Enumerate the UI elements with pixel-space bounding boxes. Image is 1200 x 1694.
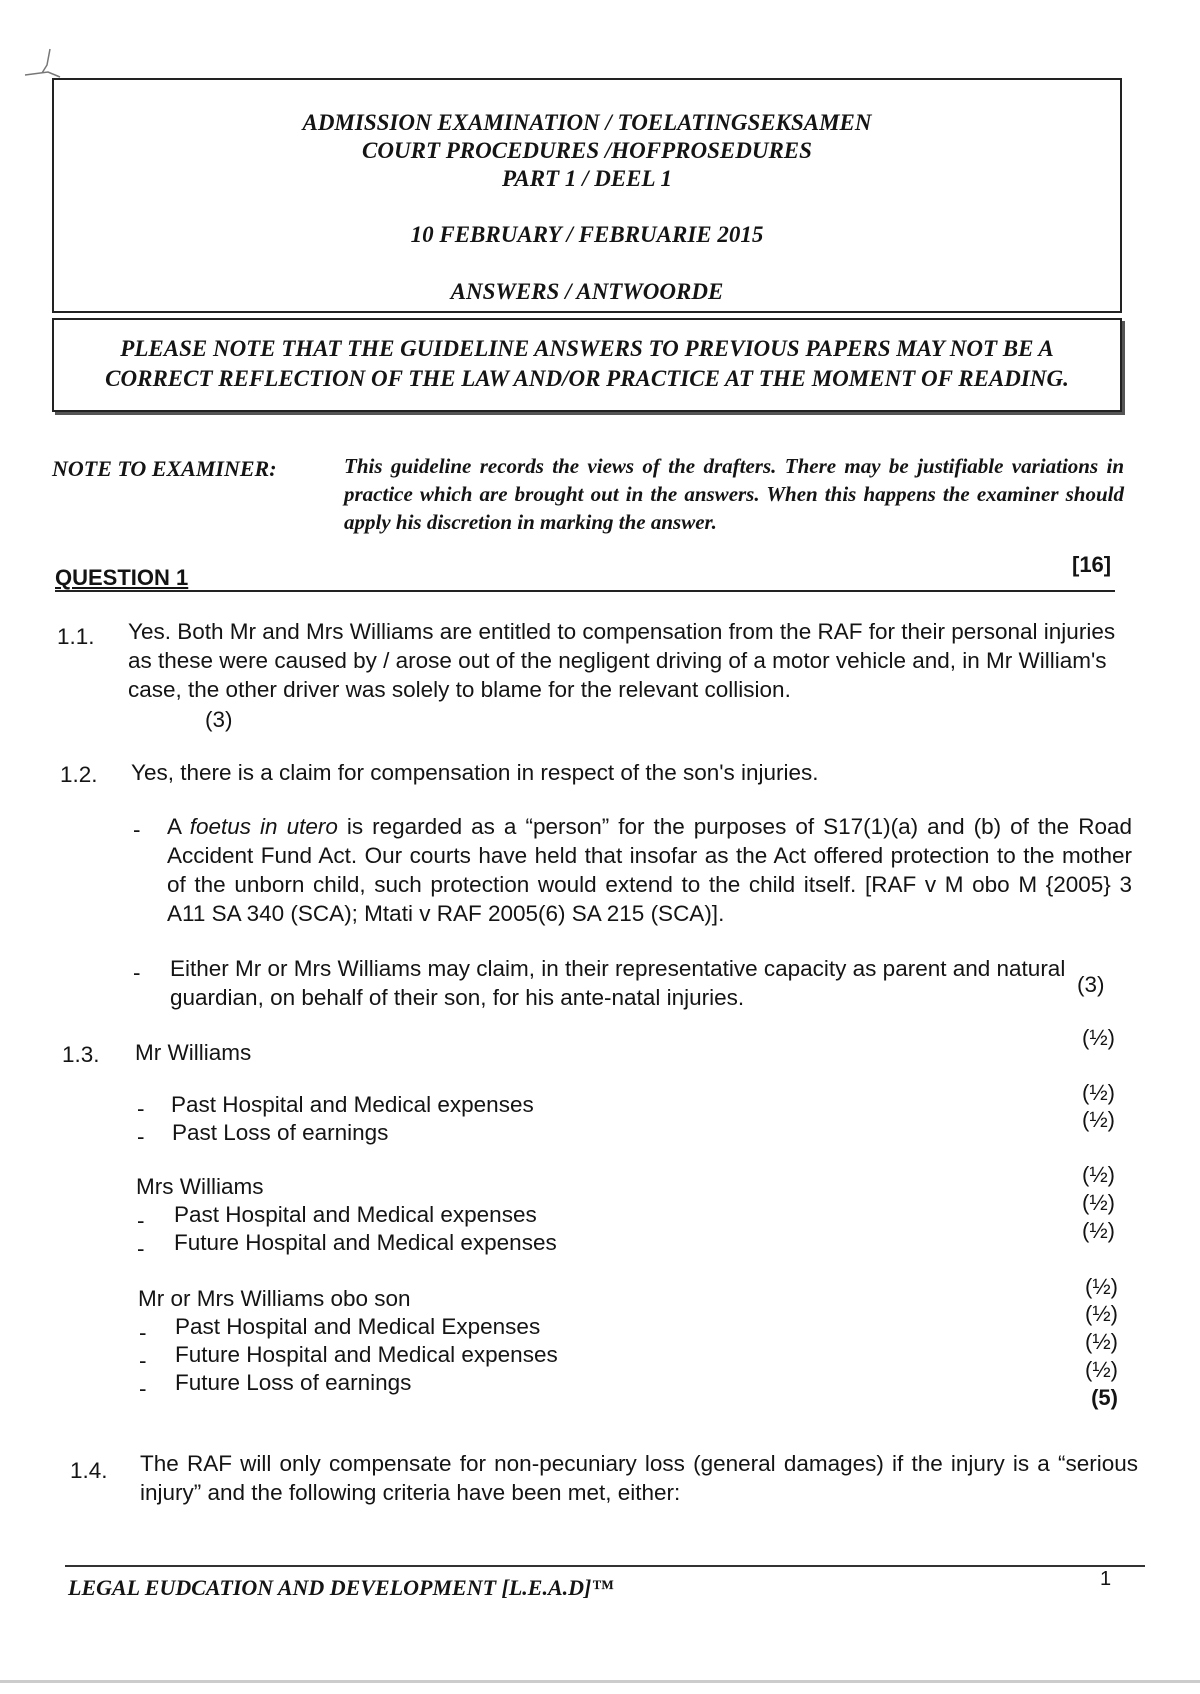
bullet-dash: - bbox=[139, 1376, 147, 1401]
scan-bottom-edge bbox=[0, 1680, 1200, 1683]
notice-box bbox=[52, 318, 1122, 412]
page-number: 1 bbox=[1100, 1568, 1112, 1590]
bullet-dash: - bbox=[133, 960, 141, 985]
mr-williams-label: Mr Williams bbox=[135, 1040, 252, 1065]
notice-line-1: PLEASE NOTE THAT THE GUIDELINE ANSWERS TO PREVIOUS PAPERS MAY NOT BE A bbox=[120, 336, 1054, 361]
note-to-examiner-label: NOTE TO EXAMINER: bbox=[52, 456, 277, 481]
q1-2-number: 1.2. bbox=[60, 762, 98, 787]
answers-title: ANSWERS / ANTWOORDE bbox=[450, 279, 724, 304]
mrs-item-2: Future Hospital and Medical expenses bbox=[174, 1230, 557, 1255]
son-item-1-mark: (½) bbox=[1085, 1301, 1118, 1326]
q1-3-total-mark: (5) bbox=[1091, 1385, 1118, 1410]
bullet-dash: - bbox=[137, 1096, 145, 1121]
son-label: Mr or Mrs Williams obo son bbox=[138, 1286, 411, 1311]
q1-1-text: Yes. Both Mr and Mrs Williams are entitled to compensation from the RAF for their personal injuries as these were caused by / arose out of the negligent driving of a motor vehicle and, in Mr William's case, the other driver was solely to blame for the relevant collision. bbox=[128, 619, 1116, 702]
mrs-item-1: Past Hospital and Medical expenses bbox=[174, 1202, 537, 1227]
mrs-item-2-mark: (½) bbox=[1082, 1218, 1115, 1243]
bullet-dash: - bbox=[137, 1236, 145, 1261]
subject-title: COURT PROCEDURES /HOFPROSEDURES bbox=[362, 138, 812, 163]
son-item-1: Past Hospital and Medical Expenses bbox=[175, 1314, 541, 1339]
q1-3-number: 1.3. bbox=[62, 1042, 100, 1067]
footer-text: LEGAL EUDCATION AND DEVELOPMENT [L.E.A.D]™ bbox=[68, 1575, 614, 1600]
q1-4-text: The RAF will only compensate for non-pecuniary loss (general damages) if the injury is a “serious injury” and the following criteria have been met, either: bbox=[140, 1451, 1138, 1505]
mr-item-1-mark: (½) bbox=[1082, 1080, 1115, 1105]
mrs-williams-label: Mrs Williams bbox=[136, 1174, 264, 1199]
q1-1-mark: (3) bbox=[205, 707, 233, 732]
q1-4-number: 1.4. bbox=[70, 1458, 108, 1483]
exam-date: 10 FEBRUARY / FEBRUARIE 2015 bbox=[410, 222, 764, 247]
son-item-2: Future Hospital and Medical expenses bbox=[175, 1342, 558, 1367]
bullet-dash: - bbox=[133, 817, 141, 842]
mrs-item-1-mark: (½) bbox=[1082, 1190, 1115, 1215]
q1-2-bullet-2: Either Mr or Mrs Williams may claim, in their representative capacity as parent and natural guardian, on behalf of their son, for his ante-natal injuries. bbox=[170, 956, 1066, 1010]
son-mark: (½) bbox=[1085, 1274, 1118, 1299]
header-box bbox=[52, 78, 1122, 313]
exam-title: ADMISSION EXAMINATION / TOELATINGSEKSAMEN bbox=[302, 110, 872, 135]
notice-line-2: CORRECT REFLECTION OF THE LAW AND/OR PRACTICE AT THE MOMENT OF READING. bbox=[105, 366, 1069, 391]
q1-2-bullet-1 bbox=[167, 812, 1132, 928]
bullet-dash: - bbox=[139, 1320, 147, 1345]
son-item-3-mark: (½) bbox=[1085, 1357, 1118, 1382]
part-title: PART 1 / DEEL 1 bbox=[502, 166, 672, 191]
mr-item-2-mark: (½) bbox=[1082, 1107, 1115, 1132]
mr-williams-mark: (½) bbox=[1082, 1025, 1115, 1050]
mr-item-1: Past Hospital and Medical expenses bbox=[171, 1092, 534, 1117]
mr-item-2: Past Loss of earnings bbox=[172, 1120, 389, 1145]
q1-2-text: Yes, there is a claim for compensation in respect of the son's injuries. bbox=[131, 760, 819, 785]
foetus-in-utero-italic: foetus in utero bbox=[189, 814, 338, 839]
footer-rule bbox=[65, 1565, 1145, 1567]
question-title: QUESTION 1 bbox=[55, 565, 189, 590]
son-item-2-mark: (½) bbox=[1085, 1329, 1118, 1354]
bullet-dash: - bbox=[139, 1348, 147, 1373]
bullet-dash: - bbox=[137, 1124, 145, 1149]
question-marks: [16] bbox=[1072, 552, 1112, 577]
bullet-dash: - bbox=[137, 1208, 145, 1233]
q1-2-mark: (3) bbox=[1077, 972, 1105, 997]
son-item-3: Future Loss of earnings bbox=[175, 1370, 412, 1395]
question-rule bbox=[55, 590, 1115, 592]
bullet-text-start: A bbox=[167, 814, 190, 839]
note-to-examiner-text: This guideline records the views of the drafters. There may be justifiable variations in practice which are brought out in the answers. When this happens the examiner should apply his discretion in marking the answer. bbox=[344, 454, 1124, 534]
mrs-williams-mark: (½) bbox=[1082, 1162, 1115, 1187]
q1-1-number: 1.1. bbox=[57, 624, 95, 649]
bullet-text-end: is regarded as a “person” for the purposes of S17(1)(a) and (b) of the Road Accident Fund Act. Our courts have held that insofar as the Act offered protection to the mother of the unborn child, such protection would extend to the child itself. [RAF v M obo M {2005} 3 A11 SA 340 (SCA); Mtati v RAF 2005(6) SA 215 (SCA)]. bbox=[167, 814, 1132, 926]
